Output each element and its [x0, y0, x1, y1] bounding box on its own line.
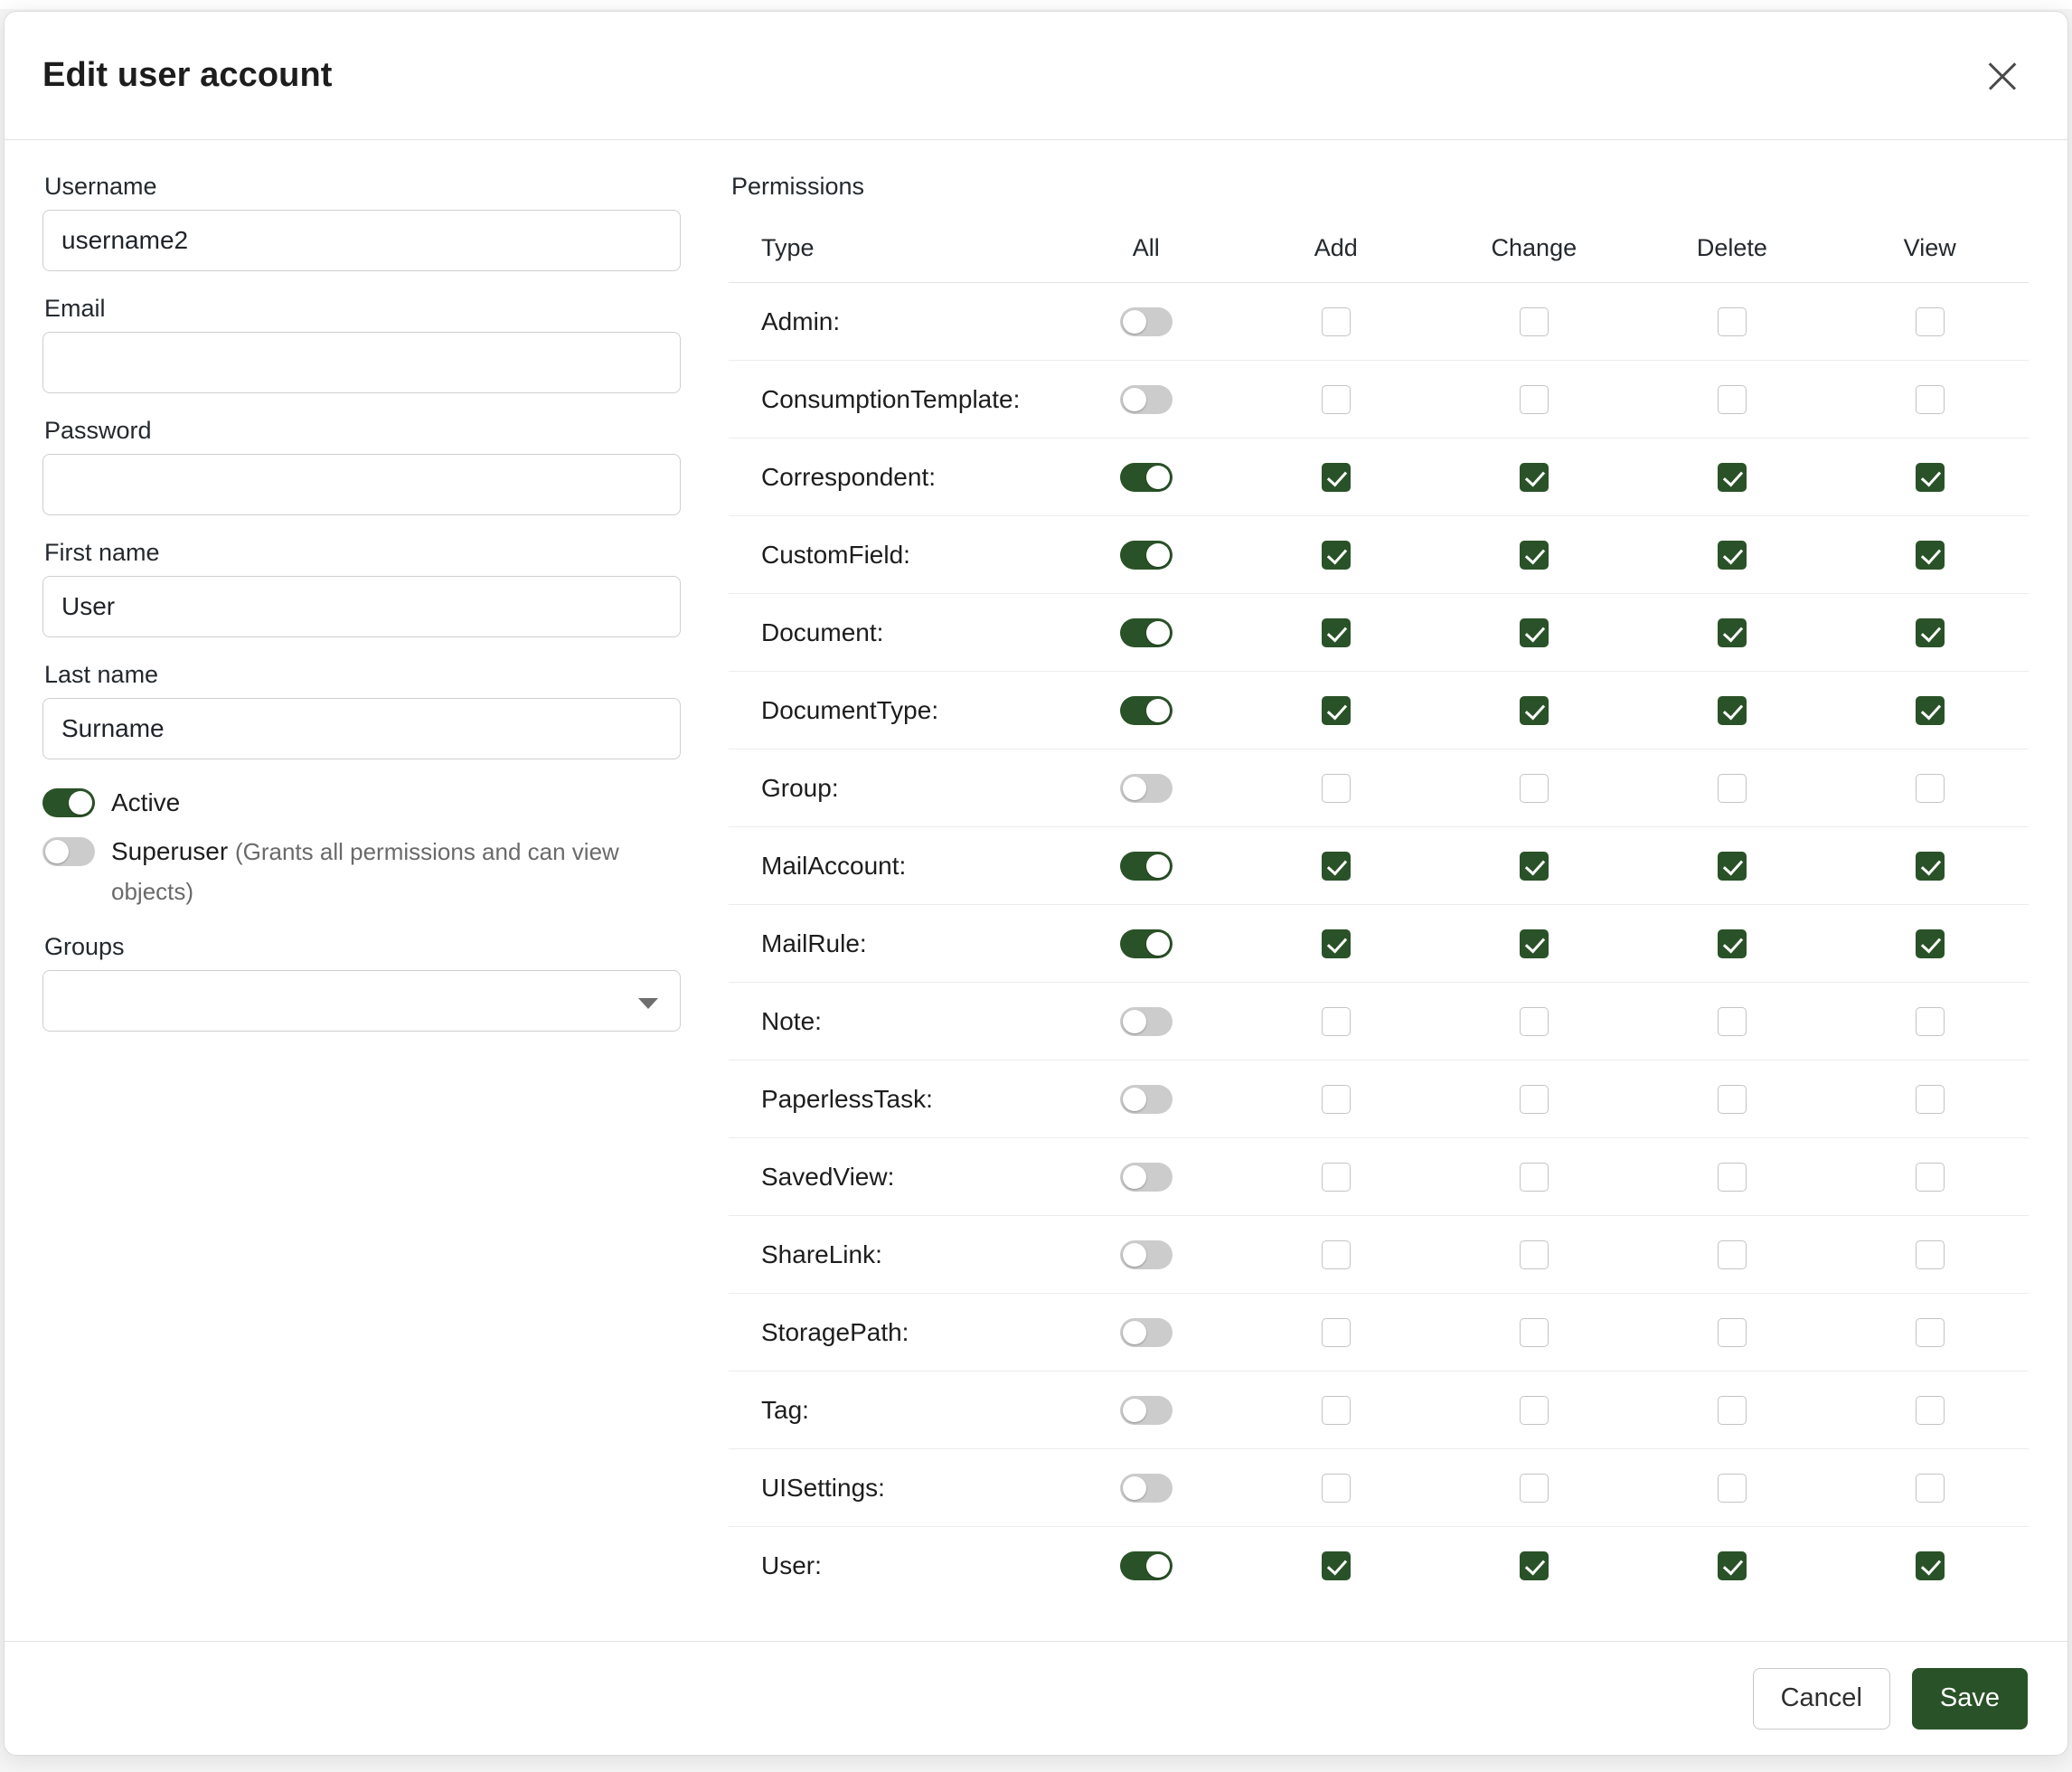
- permission-type-label: Note:: [729, 983, 1056, 1060]
- permission-delete-checkbox-cell: [1633, 438, 1831, 516]
- permission-type-label: ConsumptionTemplate:: [729, 361, 1056, 438]
- permission-delete-checkbox-cell: [1633, 516, 1831, 594]
- active-label: Active: [111, 788, 181, 816]
- permission-view-checkbox-cell: [1831, 361, 2029, 438]
- permission-change-checkbox[interactable]: [1520, 1318, 1549, 1347]
- permission-all-toggle[interactable]: [1120, 1474, 1173, 1503]
- permission-all-cell: [1055, 594, 1237, 672]
- permission-all-cell: [1055, 516, 1237, 594]
- permission-delete-checkbox-cell: [1633, 283, 1831, 361]
- permission-delete-checkbox-cell: [1633, 672, 1831, 749]
- permission-all-cell: [1055, 1449, 1237, 1527]
- permission-view-checkbox[interactable]: [1916, 307, 1945, 336]
- permission-view-checkbox[interactable]: [1916, 929, 1945, 958]
- permission-add-checkbox-cell: [1237, 1060, 1435, 1138]
- permission-type-label: PaperlessTask:: [729, 1060, 1056, 1138]
- username-field-block: [42, 173, 686, 271]
- permission-delete-checkbox[interactable]: [1718, 774, 1747, 803]
- cancel-button[interactable]: Cancel: [1753, 1668, 1890, 1730]
- permission-change-checkbox[interactable]: [1520, 1085, 1549, 1114]
- table-row: [729, 438, 2030, 516]
- permission-all-toggle[interactable]: [1120, 541, 1173, 570]
- permission-all-cell: [1055, 905, 1237, 983]
- groups-field-block: [42, 933, 686, 1032]
- permission-delete-checkbox[interactable]: [1718, 618, 1747, 647]
- last-name-label: Last name: [44, 661, 159, 688]
- permission-all-cell: [1055, 1216, 1237, 1294]
- permission-add-checkbox-cell: [1237, 283, 1435, 361]
- permission-change-checkbox[interactable]: [1520, 618, 1549, 647]
- permission-add-checkbox[interactable]: [1322, 1474, 1351, 1503]
- permission-delete-checkbox[interactable]: [1718, 385, 1747, 414]
- permission-change-checkbox-cell: [1435, 1216, 1633, 1294]
- permission-view-checkbox[interactable]: [1916, 696, 1945, 725]
- permission-type-label: ShareLink:: [729, 1216, 1056, 1294]
- permission-change-checkbox[interactable]: [1520, 1474, 1549, 1503]
- permission-add-checkbox[interactable]: [1322, 385, 1351, 414]
- superuser-label: Superuser: [111, 837, 229, 865]
- permission-all-cell: [1055, 1138, 1237, 1216]
- permission-view-checkbox-cell: [1831, 827, 2029, 905]
- permission-all-cell: [1055, 827, 1237, 905]
- permission-change-checkbox[interactable]: [1520, 307, 1549, 336]
- permission-delete-checkbox[interactable]: [1718, 1240, 1747, 1269]
- email-label: Email: [44, 295, 106, 322]
- permission-delete-checkbox-cell: [1633, 1449, 1831, 1527]
- permission-all-toggle[interactable]: [1120, 1163, 1173, 1192]
- permission-all-toggle[interactable]: [1120, 696, 1173, 725]
- permission-view-checkbox[interactable]: [1916, 1474, 1945, 1503]
- column-header-add: Add: [1237, 214, 1435, 283]
- permission-view-checkbox-cell: [1831, 672, 2029, 749]
- permission-view-checkbox-cell: [1831, 749, 2029, 827]
- permission-change-checkbox[interactable]: [1520, 1396, 1549, 1425]
- permission-delete-checkbox-cell: [1633, 1216, 1831, 1294]
- groups-select[interactable]: [42, 970, 681, 1032]
- permission-type-label: Tag:: [729, 1371, 1056, 1449]
- column-header-delete: Delete: [1633, 214, 1831, 283]
- table-row: [729, 361, 2030, 438]
- table-row: [729, 1138, 2030, 1216]
- permission-type-label: StoragePath:: [729, 1294, 1056, 1371]
- permission-add-checkbox[interactable]: [1322, 696, 1351, 725]
- permission-view-checkbox[interactable]: [1916, 541, 1945, 570]
- permissions-table: [728, 213, 2030, 1605]
- table-row: [729, 1216, 2030, 1294]
- permission-change-checkbox-cell: [1435, 283, 1633, 361]
- permission-view-checkbox-cell: [1831, 594, 2029, 672]
- permission-view-checkbox-cell: [1831, 1060, 2029, 1138]
- permission-add-checkbox[interactable]: [1322, 1007, 1351, 1036]
- permission-change-checkbox-cell: [1435, 672, 1633, 749]
- permission-type-label: Correspondent:: [729, 438, 1056, 516]
- edit-user-account-dialog: [4, 11, 2068, 1756]
- permission-delete-checkbox-cell: [1633, 905, 1831, 983]
- active-toggle[interactable]: [42, 788, 95, 817]
- permission-view-checkbox-cell: [1831, 283, 2029, 361]
- permission-change-checkbox-cell: [1435, 827, 1633, 905]
- permission-all-toggle[interactable]: [1120, 774, 1173, 803]
- permission-add-checkbox[interactable]: [1322, 852, 1351, 881]
- permission-view-checkbox-cell: [1831, 1138, 2029, 1216]
- permission-all-toggle[interactable]: [1120, 1085, 1173, 1114]
- column-header-view: View: [1831, 214, 2029, 283]
- table-row: [729, 1294, 2030, 1371]
- permission-delete-checkbox-cell: [1633, 1138, 1831, 1216]
- permission-view-checkbox[interactable]: [1916, 852, 1945, 881]
- permission-add-checkbox-cell: [1237, 438, 1435, 516]
- permission-view-checkbox[interactable]: [1916, 463, 1945, 492]
- permission-delete-checkbox-cell: [1633, 1294, 1831, 1371]
- permission-change-checkbox-cell: [1435, 1138, 1633, 1216]
- permission-change-checkbox[interactable]: [1520, 1163, 1549, 1192]
- last-name-field-block: [42, 661, 686, 759]
- permission-add-checkbox-cell: [1237, 516, 1435, 594]
- dialog-header: [5, 12, 2067, 140]
- permission-add-checkbox-cell: [1237, 1371, 1435, 1449]
- permission-add-checkbox-cell: [1237, 1294, 1435, 1371]
- permission-delete-checkbox[interactable]: [1718, 929, 1747, 958]
- permission-type-label: Group:: [729, 749, 1056, 827]
- permission-view-checkbox[interactable]: [1916, 1240, 1945, 1269]
- permission-view-checkbox-cell: [1831, 1371, 2029, 1449]
- password-field-block: [42, 417, 686, 515]
- permission-delete-checkbox-cell: [1633, 749, 1831, 827]
- permission-delete-checkbox[interactable]: [1718, 1474, 1747, 1503]
- column-header-change: Change: [1435, 214, 1633, 283]
- permission-type-label: MailAccount:: [729, 827, 1056, 905]
- permission-delete-checkbox-cell: [1633, 983, 1831, 1060]
- permission-type-label: CustomField:: [729, 516, 1056, 594]
- permission-view-checkbox-cell: [1831, 983, 2029, 1060]
- permission-delete-checkbox[interactable]: [1718, 852, 1747, 881]
- permission-change-checkbox-cell: [1435, 983, 1633, 1060]
- close-icon[interactable]: [1977, 51, 2028, 101]
- permission-change-checkbox[interactable]: [1520, 385, 1549, 414]
- permission-type-label: UISettings:: [729, 1449, 1056, 1527]
- permission-all-toggle[interactable]: [1120, 1007, 1173, 1036]
- permission-delete-checkbox[interactable]: [1718, 1007, 1747, 1036]
- dialog-body: [5, 140, 2067, 1641]
- permission-delete-checkbox-cell: [1633, 1371, 1831, 1449]
- permission-delete-checkbox-cell: [1633, 1060, 1831, 1138]
- permission-all-cell: [1055, 361, 1237, 438]
- permission-all-toggle[interactable]: [1120, 618, 1173, 647]
- table-row: [729, 1527, 2030, 1605]
- permission-add-checkbox-cell: [1237, 827, 1435, 905]
- permission-change-checkbox-cell: [1435, 361, 1633, 438]
- permission-change-checkbox[interactable]: [1520, 696, 1549, 725]
- table-row: [729, 983, 2030, 1060]
- table-row: [729, 827, 2030, 905]
- permission-all-toggle[interactable]: [1120, 307, 1173, 336]
- permission-type-label: User:: [761, 1550, 822, 1579]
- permission-all-toggle[interactable]: [1120, 929, 1173, 958]
- permission-view-checkbox-cell: [1831, 1216, 2029, 1294]
- permission-change-checkbox[interactable]: [1520, 1551, 1549, 1580]
- permission-view-checkbox-cell: [1831, 1527, 2029, 1605]
- permission-add-checkbox[interactable]: [1322, 463, 1351, 492]
- permission-all-cell: [1055, 1527, 1237, 1605]
- table-row: [729, 905, 2030, 983]
- permission-add-checkbox-cell: [1237, 1216, 1435, 1294]
- permission-delete-checkbox-cell: [1633, 827, 1831, 905]
- permission-all-toggle[interactable]: [1120, 1318, 1173, 1347]
- permission-delete-checkbox[interactable]: [1718, 1396, 1747, 1425]
- last-name-input[interactable]: [42, 698, 681, 759]
- permission-add-checkbox[interactable]: [1322, 929, 1351, 958]
- username-label: Username: [44, 173, 157, 200]
- permission-view-checkbox[interactable]: [1916, 1396, 1945, 1425]
- permission-change-checkbox[interactable]: [1520, 1240, 1549, 1269]
- permissions-title: Permissions: [731, 173, 865, 200]
- permission-view-checkbox-cell: [1831, 1294, 2029, 1371]
- permission-view-checkbox-cell: [1831, 438, 2029, 516]
- permission-all-toggle[interactable]: [1120, 385, 1173, 414]
- permission-add-checkbox-cell: [1237, 594, 1435, 672]
- permission-add-checkbox[interactable]: [1322, 1318, 1351, 1347]
- permission-add-checkbox[interactable]: [1322, 1551, 1351, 1580]
- window-top-strip: [0, 0, 2072, 9]
- permission-type-label: MailRule:: [729, 905, 1056, 983]
- permission-change-checkbox[interactable]: [1520, 852, 1549, 881]
- email-input[interactable]: [42, 332, 681, 393]
- permission-change-checkbox-cell: [1435, 749, 1633, 827]
- permission-add-checkbox-cell: [1237, 1449, 1435, 1527]
- permission-add-checkbox-cell: [1237, 1527, 1435, 1605]
- permission-view-checkbox[interactable]: [1916, 1007, 1945, 1036]
- permission-change-checkbox-cell: [1435, 1371, 1633, 1449]
- table-row: [729, 283, 2030, 361]
- superuser-toggle[interactable]: [42, 837, 95, 866]
- permission-add-checkbox-cell: [1237, 1138, 1435, 1216]
- table-row: [729, 1371, 2030, 1449]
- permission-add-checkbox-cell: [1237, 749, 1435, 827]
- permission-view-checkbox-cell: [1831, 1449, 2029, 1527]
- permission-all-toggle[interactable]: [1120, 852, 1173, 881]
- permission-all-toggle[interactable]: [1120, 1396, 1173, 1425]
- permission-all-cell: [1055, 1371, 1237, 1449]
- permission-change-checkbox-cell: [1435, 905, 1633, 983]
- permission-change-checkbox-cell: [1435, 1060, 1633, 1138]
- permission-delete-checkbox[interactable]: [1718, 1085, 1747, 1114]
- column-header-all: All: [1055, 214, 1237, 283]
- permission-all-cell: [1055, 983, 1237, 1060]
- permission-add-checkbox[interactable]: [1322, 1240, 1351, 1269]
- permission-change-checkbox-cell: [1435, 438, 1633, 516]
- password-label: Password: [44, 417, 152, 444]
- groups-label: Groups: [44, 933, 125, 960]
- permission-all-toggle[interactable]: [1120, 463, 1173, 492]
- table-row: [729, 1060, 2030, 1138]
- permission-type-label: Document:: [729, 594, 1056, 672]
- permission-change-checkbox-cell: [1435, 1449, 1633, 1527]
- permission-all-cell: [1055, 1060, 1237, 1138]
- permission-add-checkbox-cell: [1237, 983, 1435, 1060]
- permission-view-checkbox[interactable]: [1916, 1318, 1945, 1347]
- permission-add-checkbox-cell: [1237, 905, 1435, 983]
- permission-add-checkbox[interactable]: [1322, 1163, 1351, 1192]
- superuser-toggle-row: [42, 832, 686, 911]
- permission-view-checkbox[interactable]: [1916, 385, 1945, 414]
- permission-change-checkbox-cell: [1435, 1294, 1633, 1371]
- permission-view-checkbox[interactable]: [1916, 774, 1945, 803]
- permission-view-checkbox[interactable]: [1916, 1085, 1945, 1114]
- table-row: [729, 672, 2030, 749]
- permission-view-checkbox[interactable]: [1916, 1551, 1945, 1580]
- permission-add-checkbox[interactable]: [1322, 307, 1351, 336]
- active-toggle-row: [42, 783, 686, 823]
- permission-delete-checkbox[interactable]: [1718, 541, 1747, 570]
- column-header-type: Type: [729, 214, 1056, 283]
- permission-add-checkbox-cell: [1237, 672, 1435, 749]
- permission-all-cell: [1055, 672, 1237, 749]
- user-details-form: [42, 173, 686, 1623]
- permission-view-checkbox-cell: [1831, 516, 2029, 594]
- table-row: [729, 1449, 2030, 1527]
- permission-all-toggle[interactable]: [1120, 1240, 1173, 1269]
- permission-change-checkbox[interactable]: [1520, 774, 1549, 803]
- permission-all-cell: [1055, 283, 1237, 361]
- permission-delete-checkbox-cell: [1633, 1527, 1831, 1605]
- username-input[interactable]: [42, 210, 681, 271]
- permission-add-checkbox[interactable]: [1322, 618, 1351, 647]
- permission-delete-checkbox[interactable]: [1718, 696, 1747, 725]
- permission-all-cell: [1055, 438, 1237, 516]
- permission-delete-checkbox-cell: [1633, 361, 1831, 438]
- permission-add-checkbox[interactable]: [1322, 774, 1351, 803]
- permission-type-label: DocumentType:: [729, 672, 1056, 749]
- table-row: [729, 516, 2030, 594]
- permission-change-checkbox[interactable]: [1520, 541, 1549, 570]
- table-row: [729, 749, 2030, 827]
- permission-view-checkbox-cell: [1831, 905, 2029, 983]
- permission-add-checkbox-cell: [1237, 361, 1435, 438]
- permission-change-checkbox-cell: [1435, 1527, 1633, 1605]
- permission-change-checkbox[interactable]: [1520, 929, 1549, 958]
- permission-change-checkbox[interactable]: [1520, 1007, 1549, 1036]
- first-name-field-block: [42, 539, 686, 637]
- first-name-label: First name: [44, 539, 160, 566]
- first-name-input[interactable]: [42, 576, 681, 637]
- chevron-down-icon: [638, 998, 658, 1009]
- permission-add-checkbox[interactable]: [1322, 1085, 1351, 1114]
- permission-delete-checkbox-cell: [1633, 594, 1831, 672]
- permission-all-cell: [1055, 749, 1237, 827]
- permission-change-checkbox[interactable]: [1520, 463, 1549, 492]
- permissions-section: [728, 173, 2030, 1623]
- permission-all-toggle[interactable]: [1120, 1551, 1173, 1580]
- permission-change-checkbox-cell: [1435, 594, 1633, 672]
- permission-add-checkbox[interactable]: [1322, 1396, 1351, 1425]
- dialog-footer: [5, 1641, 2067, 1755]
- permissions-header-row: [729, 214, 2030, 283]
- permission-delete-checkbox[interactable]: [1718, 1551, 1747, 1580]
- permission-view-checkbox[interactable]: [1916, 1163, 1945, 1192]
- permission-type-label: SavedView:: [729, 1138, 1056, 1216]
- page-title: Edit user account: [42, 56, 333, 94]
- permission-view-checkbox[interactable]: [1916, 618, 1945, 647]
- password-input[interactable]: [42, 454, 681, 515]
- permission-all-cell: [1055, 1294, 1237, 1371]
- permission-delete-checkbox[interactable]: [1718, 307, 1747, 336]
- permission-delete-checkbox[interactable]: [1718, 1318, 1747, 1347]
- permission-delete-checkbox[interactable]: [1718, 1163, 1747, 1192]
- email-field-block: [42, 295, 686, 393]
- table-row: [729, 594, 2030, 672]
- permission-delete-checkbox[interactable]: [1718, 463, 1747, 492]
- permission-change-checkbox-cell: [1435, 516, 1633, 594]
- save-button[interactable]: Save: [1912, 1668, 2028, 1730]
- superuser-hint: (Grants all permissions and can view objects): [111, 838, 619, 905]
- permission-add-checkbox[interactable]: [1322, 541, 1351, 570]
- permissions-table-body: [729, 283, 2030, 1605]
- permission-type-label: Admin:: [729, 283, 1056, 361]
